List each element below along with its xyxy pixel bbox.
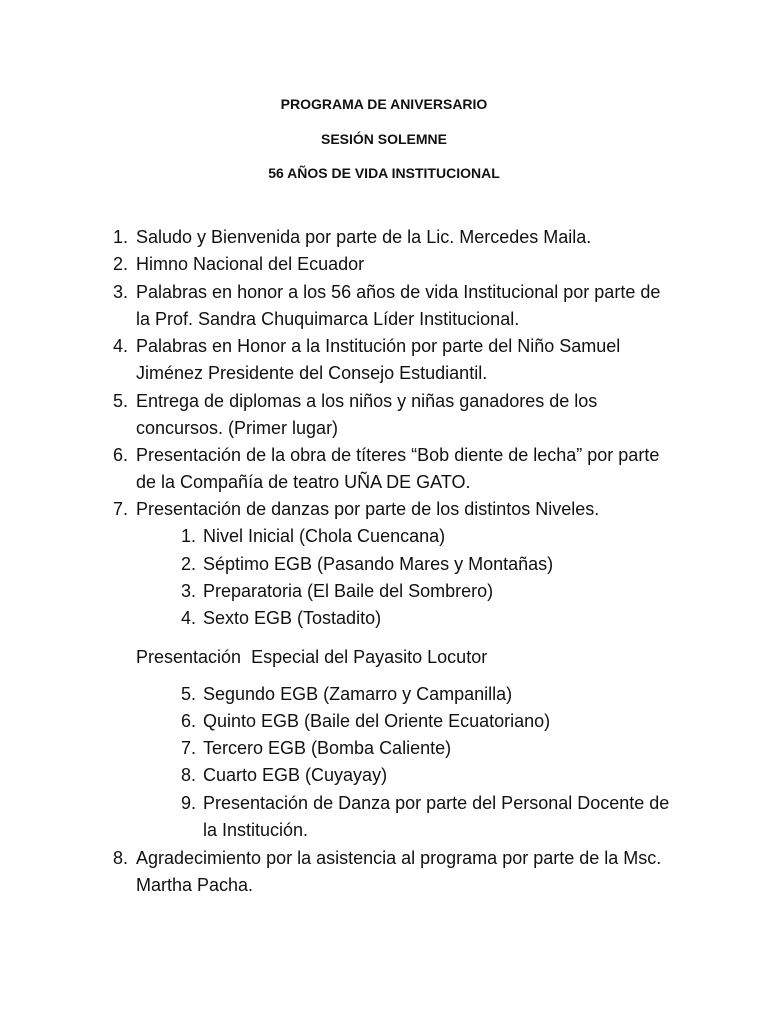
dance-number: 5. xyxy=(180,684,196,704)
item-number: 1. xyxy=(112,227,128,247)
item-text: Saludo y Bienvenida por parte de la Lic. Mercedes Maila. xyxy=(136,227,592,247)
dance-text: Nivel Inicial (Chola Cuencana) xyxy=(203,526,446,546)
document-subtitle: SESIÓN SOLEMNE xyxy=(320,131,448,147)
dance-number: 7. xyxy=(180,738,196,758)
dance-text: Quinto EGB (Baile del Oriente Ecuatoriano) xyxy=(203,711,551,731)
dance-text: Presentación de Danza por parte del Personal Docente de xyxy=(203,793,670,813)
dance-text: Segundo EGB (Zamarro y Campanilla) xyxy=(203,684,513,704)
dance-number: 9. xyxy=(180,793,196,813)
dance-number: 6. xyxy=(180,711,196,731)
item-text-continuation: Jiménez Presidente del Consejo Estudiantil. xyxy=(136,363,488,383)
document-title: PROGRAMA DE ANIVERSARIO xyxy=(280,96,488,112)
special-presentation: Presentación Especial del Payasito Locutor xyxy=(136,647,488,667)
item-text: Palabras en Honor a la Institución por parte del Niño Samuel xyxy=(136,336,621,356)
item-text-continuation: Martha Pacha. xyxy=(136,875,254,895)
dance-text: Preparatoria (El Baile del Sombrero) xyxy=(203,581,494,601)
item-text: Presentación de la obra de títeres “Bob diente de lecha” por parte xyxy=(136,445,660,465)
item-number: 7. xyxy=(112,499,128,519)
item-text: Presentación de danzas por parte de los distintos Niveles. xyxy=(136,499,600,519)
item-number: 6. xyxy=(112,445,128,465)
item-number: 5. xyxy=(112,391,128,411)
dance-number: 8. xyxy=(180,765,196,785)
dance-text: Cuarto EGB (Cuyayay) xyxy=(203,765,388,785)
dance-text-continuation: la Institución. xyxy=(203,820,309,840)
item-text-continuation: de la Compañía de teatro UÑA DE GATO. xyxy=(136,472,471,492)
item-number: 3. xyxy=(112,282,128,302)
item-text: Entrega de diplomas a los niños y niñas ganadores de los xyxy=(136,391,598,411)
item-text: Himno Nacional del Ecuador xyxy=(136,254,365,274)
dance-text: Sexto EGB (Tostadito) xyxy=(203,608,382,628)
item-number: 8. xyxy=(112,848,128,868)
dance-number: 1. xyxy=(180,526,196,546)
dance-number: 4. xyxy=(180,608,196,628)
item-text-continuation: concursos. (Primer lugar) xyxy=(136,418,339,438)
item-number: 2. xyxy=(112,254,128,274)
dance-text: Séptimo EGB (Pasando Mares y Montañas) xyxy=(203,554,554,574)
dance-number: 2. xyxy=(180,554,196,574)
item-number: 4. xyxy=(112,336,128,356)
dance-number: 3. xyxy=(180,581,196,601)
dance-text: Tercero EGB (Bomba Caliente) xyxy=(203,738,452,758)
item-text: Palabras en honor a los 56 años de vida Institucional por parte de xyxy=(136,282,661,302)
document-subtitle-2: 56 AÑOS DE VIDA INSTITUCIONAL xyxy=(268,165,500,181)
item-text: Agradecimiento por la asistencia al programa por parte de la Msc. xyxy=(136,848,662,868)
item-text-continuation: la Prof. Sandra Chuquimarca Líder Institucional. xyxy=(136,309,520,329)
